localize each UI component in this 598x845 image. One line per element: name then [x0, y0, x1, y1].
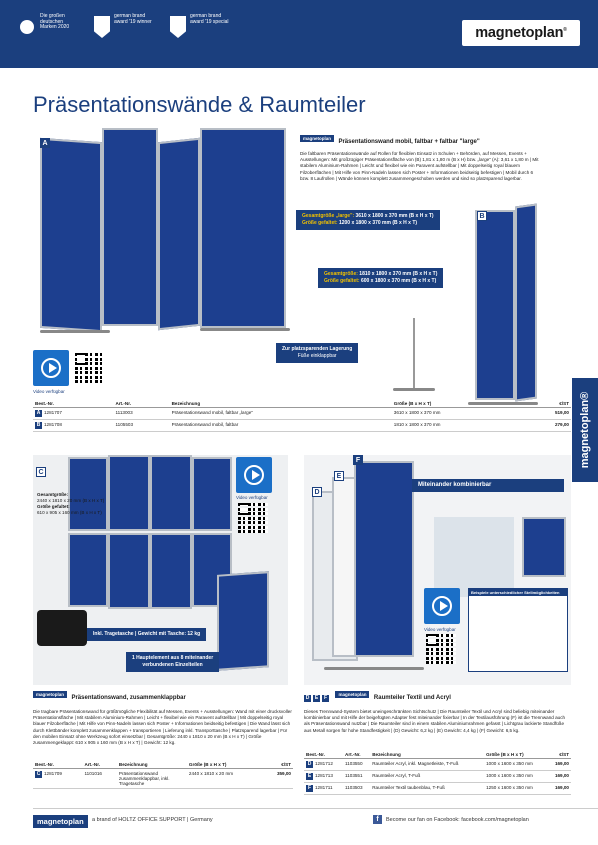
page-title: Präsentationswände & Raumteiler — [33, 92, 366, 117]
qr-code[interactable] — [426, 634, 456, 664]
label-f: F — [353, 455, 363, 465]
header-band: Die großen deutschen Marken 2020 german brand award '19 winner german brand award '19 special magnetoplan® — [0, 0, 598, 68]
label-a: A — [40, 138, 50, 148]
table-row: A 1281707 1113003 Präsentationswand mobil, faltbar „large" 3610 x 1800 x 370 mm 519,00 — [33, 408, 571, 420]
award-shield-icon — [170, 16, 186, 38]
product-description: Dieses Trennwand-System bietet uneingeschränkten Sichtschutz | Die Raumteiler Textil und Acryl sind beliebig miteinander kombinierbar und mit Hilfe der beigefügten Adapter fest miteinander fixierbar | In der Textilausführung (F) ist die Trennwand auch als Präsentationswand nutzbar | Die Raumteiler sind in einem stabilen Aluminiumrahmen gefasst | Lichtgrau lackierte Standfüße aus Metall sorgen für hohe Standfestigkeit | (D) Gewicht: 6,2 kg | (E) Gewicht: 4,4 kg | (F) Gewicht: 6,5 kg. — [304, 709, 566, 733]
label-d: D — [312, 487, 322, 497]
brand-tag: magnetoplan — [300, 135, 334, 142]
video-button[interactable] — [236, 457, 272, 493]
table-row: F 1281711 1103503 Raumteiler Textil taubenblau, T-Fuß 1250 x 1600 x 350 mm 169,00 — [304, 783, 571, 795]
size-callout-large: Gesamtgröße „large": 3610 x 1800 x 370 mm (B x H x T) Größe gefaltet: 1200 x 1800 x 370 mm (B x H x T) — [296, 210, 440, 230]
brand-logo[interactable]: magnetoplan® — [462, 20, 580, 46]
storage-callout: Zur platzsparenden Lagerung Füße einklappbar — [276, 343, 358, 363]
adapter-detail-image — [434, 517, 514, 597]
play-icon — [432, 596, 452, 616]
qr-code[interactable] — [75, 353, 105, 383]
product-table-2: Best.-Nr. Art.-Nr. Bezeichnung Größe (B x H x T) €/ST C 1281709 1101016 Präsentationswand zusammenklappbar, inkl. Tragetasche 2440 x 1810 x 20 mm 359,00 — [33, 760, 293, 789]
section3-text: D E F magnetoplan Raumteiler Textil und Acryl Dieses Trennwand-System bietet uneingeschränkten Sichtschutz | Die Raumteiler Textil und Acryl sind beliebig miteinander kombinierbar und mit Hilfe der beigefügten Adapter fest miteinander fixierbar | In der Textilausführung (F) ist die Trennwand auch als Präsentationswand nutzbar | Die Raumteiler sind in einem stabilen Aluminiumrahmen gefasst | Lichtgrau lackierte Standfüße aus Metall sorgen für hohe Standfestigkeit | (D) Gewicht: 6,2 kg | (E) Gewicht: 4,4 kg | (F) Gewicht: 6,5 kg. — [304, 686, 571, 734]
product-title: Raumteiler Textil und Acryl — [373, 695, 451, 701]
bag-callout: Inkl. Tragetasche | Gewicht mit Tasche: 12 kg — [87, 628, 206, 641]
brand-tag: magnetoplan — [335, 691, 369, 698]
size-callout-b: Gesamtgröße: 1810 x 1800 x 370 mm (B x H x T) Größe gefaltet: 600 x 1800 x 370 mm (B x H x T) — [318, 268, 443, 288]
panels-callout: 1 Hauptelement aus 8 miteinander verbundenen Einzelteilen — [126, 652, 219, 672]
footer-brand-logo[interactable]: magnetoplan — [33, 815, 88, 828]
carry-bag-image — [37, 610, 87, 646]
qr-code[interactable] — [238, 503, 268, 533]
product-description: Die tragbare Präsentationswand für größtmögliche Flexibilität auf Messen, Events + Ausstellungen: Wand mit einer drucksvoller Präsentationsfläche | Mit stabilem Aluminium-Rahmen | Leicht + flexibel wie ein Paravent aufstellbar | Mit doppelseitig royal blauer Filzoberfläche | Mit Hilfe von Pinn-Nadeln lassen sich Poster + Informationen beidseitig befestigen | Die Wand lässt sich durch Klettbänder komplett zusammenklappen + transportieren | Lieferung inkl. Transporttasche | Platzsparend lagerbar | Für den mobilen Einsatz ohne Werkzeug sofort einsetzbar | Gesamtgröße: 2440 x 1810 x 20 mm (B x H x T) | Größe zusammengeklappt: 610 x 905 x 160 mm (B x H x T) | Gewicht: 12 kg. — [33, 709, 292, 746]
product-title: Präsentationswand mobil, faltbar + faltbar "large" — [338, 139, 480, 145]
award-seal-icon — [20, 20, 34, 34]
video-button[interactable] — [33, 350, 69, 386]
product-table-3: Best.-Nr. Art.-Nr. Bezeichnung Größe (B x H x T) €/ST D 1281712 1103550 Raumteiler Acryl, inkl. Magnetleiste, T-Fuß 1000 x 1600 x 350 mm 169,00 E 1281713 1103551 Raumteiler Acryl, T-Fuß 1000 x 1600 x 350 mm 169,00 F 1281711 1103503 Raumteiler Textil taubenblau, T-Fuß 1250 x 1600 x 350 mm 169,00 — [304, 750, 571, 795]
combine-callout: Miteinander kombinierbar — [412, 479, 564, 492]
label-c: C — [36, 467, 46, 477]
label-b: B — [477, 211, 487, 221]
arrangement-examples: Beispiele unterschiedlicher Stellmöglichkeiten — [468, 588, 568, 672]
table-row: E 1281713 1103551 Raumteiler Acryl, T-Fuß 1000 x 1600 x 350 mm 169,00 — [304, 771, 571, 783]
play-icon — [41, 358, 61, 378]
play-icon — [244, 465, 264, 485]
product-description: Die faltbaren Präsentationswände auf Rollen für flexiblen Einsatz in Schulen + Behörden, auf Messen, Events + Ausstellungen: Mit großzügiger Präsentationsfläche von (B) 1,81 x 1,80 m (B x H) bzw. „large" (A): 3,61 x 1,80 m | Mit stabilem Aluminium-Rahmen | Leicht und flexibel wie ein Paravent aufstellbar | Mit doppelseitig royal blauem Filzoberflächen | Mit Hilfe von Pinn-Nadeln lassen sich Poster + Informationen beidseitig befestigen | Mobil durch 6 bzw. 8 Laufrollen | Wände können komplett zusammengeschoben werden und sind so platzsparend lagerbar. — [300, 151, 539, 181]
size-info-c: Gesamtgröße: 2440 x 1810 x 20 mm (B x H x T) Größe gefaltet: 610 x 905 x 160 mm (B x H x T) — [37, 492, 105, 515]
product-table-1: Best.-Nr. Art.-Nr. Bezeichnung Größe (B x H x T) €/ST A 1281707 1113003 Präsentationswand mobil, faltbar „large" 3610 x 1800 x 370 mm 519,00 B 1281708 1105503 Präsentationswand mobil, faltbar 1810 x 1800 x 370 mm 279,00 — [33, 399, 571, 432]
table-row: D 1281712 1103550 Raumteiler Acryl, inkl. Magnetleiste, T-Fuß 1000 x 1600 x 350 mm 169,00 — [304, 759, 571, 771]
footer-tagline: a brand of HOLTZ OFFICE SUPPORT | Germany — [92, 817, 213, 823]
side-brand-tab: magnetoplan® — [572, 378, 598, 482]
facebook-icon[interactable]: f — [373, 815, 382, 824]
facebook-link[interactable]: Become our fan on Facebook: facebook.com/magnetoplan — [386, 817, 529, 823]
label-e: E — [334, 471, 344, 481]
table-row: C 1281709 1101016 Präsentationswand zusammenklappbar, inkl. Tragetasche 2440 x 1810 x 20 mm 359,00 — [33, 769, 293, 789]
brand-tag: magnetoplan — [33, 691, 67, 698]
award-shield-icon — [94, 16, 110, 38]
section2-text — [33, 686, 293, 746]
footer-divider — [33, 808, 598, 809]
product-title: Präsentationswand, zusammenklappbar — [71, 695, 186, 701]
section1-text — [300, 130, 540, 182]
video-button[interactable] — [424, 588, 460, 624]
table-row: B 1281708 1105503 Präsentationswand mobil, faltbar 1810 x 1800 x 370 mm 279,00 — [33, 420, 571, 432]
